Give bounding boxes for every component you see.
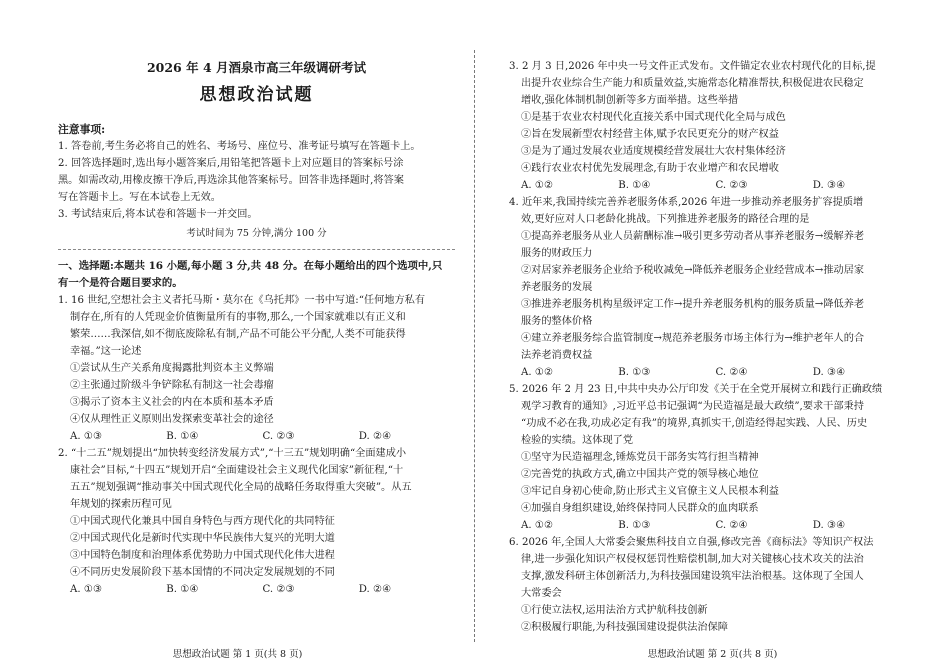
- notes-list: [58, 138, 455, 223]
- q2-choice: ③中国特色制度和治理体系优势助力中国式现代化伟大进程: [70, 550, 335, 561]
- option-a: A. ①②: [521, 520, 554, 531]
- q1-choice: ②主张通过阶级斗争铲除私有制这一社会毒瘤: [70, 380, 274, 391]
- q6-choice: ①行使立法权,运用法治方式护航科技创新: [521, 605, 708, 616]
- option-b: B. ①④: [166, 584, 199, 595]
- page-1-footer: 思想政治试题 第 1 页(共 8 页): [172, 649, 303, 660]
- option-d: D. ③④: [812, 367, 846, 378]
- q3-choice: ③是为了通过发展农业适度规模经营发展壮大农村集体经济: [521, 146, 786, 157]
- question-4: [509, 194, 910, 381]
- section-heading-cont: 有一个是符合题目要求的。: [58, 277, 183, 289]
- q4-choice: ④建立养老服务综合监管制度→规范养老服务市场主体行为→维护老年人的合: [521, 333, 865, 344]
- option-a: A. ①③: [70, 431, 103, 442]
- note-line: 黑。如需改动,用橡皮擦干净后,再选涂其他答案标号。回答非选择题时,将答案: [58, 175, 404, 186]
- question-2: [58, 445, 455, 598]
- option-c: C. ②③: [715, 180, 748, 191]
- question-1: [58, 292, 455, 445]
- time-score: 考试时间为 75 分钟,满分 100 分: [186, 228, 327, 239]
- q1-options: [58, 428, 455, 445]
- note-line: 2. 回答选择题时,选出每小题答案后,用铅笔把答题卡上对应题目的答案标号涂: [58, 158, 404, 169]
- notes-heading: 注意事项:: [58, 123, 106, 136]
- q1-stem: 幸福。”这一论述: [70, 346, 142, 357]
- q2-stem: 康社会”目标,“十四五”规划开启“全面建设社会主义现代化国家”新征程,“十: [70, 465, 404, 476]
- option-d: D. ③④: [812, 520, 846, 531]
- q4-choice: ①提高养老服务从业人员薪酬标准→吸引更多劳动者从事养老服务→缓解养老: [521, 231, 865, 242]
- q1-choice: ④仅从理性正义原则出发探索变革社会的途径: [70, 414, 274, 425]
- q1-stem: 1. 16 世纪,空想社会主义者托马斯・莫尔在《乌托邦》一书中写道:“任何地方私有: [58, 295, 426, 306]
- q4-stem: 效,更好应对人口老龄化挑战。下列推进养老服务的路径合理的是: [521, 214, 810, 225]
- question-6: [509, 534, 910, 636]
- q2-stem: 年规划的探索历程可见: [70, 499, 172, 510]
- option-b: B. ①④: [166, 431, 199, 442]
- q2-choice: ①中国式现代化兼具中国自身特色与西方现代化的共同特征: [70, 516, 335, 527]
- q2-choice: ④不同历史发展阶段下基本国情的不同决定发展规划的不同: [70, 567, 335, 578]
- option-c: C. ②③: [262, 431, 295, 442]
- q4-stem: 4. 近年来,我国持续完善养老服务体系,2026 年进一步推动养老服务扩容提质增: [509, 197, 864, 208]
- option-a: A. ①②: [521, 180, 554, 191]
- section-heading: 一、选择题:本题共 16 小题,每小题 3 分,共 48 分。在每小题给出的四个选项中,只: [58, 260, 443, 272]
- option-c: C. ②④: [715, 367, 748, 378]
- q3-choice: ②旨在发展新型农村经营主体,赋予农民更充分的财产权益: [521, 129, 779, 140]
- q5-choice: ④加强自身组织建设,始终保持同人民群众的血肉联系: [521, 503, 759, 514]
- option-b: B. ①④: [618, 180, 651, 191]
- q3-choice: ①是基于农业农村现代化直接关系中国式现代化全局与成色: [521, 112, 786, 123]
- q3-stem: 3. 2 月 3 日,2026 年中央一号文件正式发布。文件锚定农业农村现代化的目标,提: [509, 61, 876, 72]
- q5-stem: 观学习教育的通知》,习近平总书记强调“为民造福是最大政绩”,要求干部秉持: [521, 401, 864, 412]
- question-3: [509, 58, 910, 194]
- q5-choice: ①坚守为民造福理念,锤炼党员干部务实笃行担当精神: [521, 452, 759, 463]
- option-c: C. ②④: [715, 520, 748, 531]
- q4-choice: 服务的财政压力: [521, 248, 593, 259]
- q2-stem: 2. “十二五”规划提出“加快转变经济发展方式”,“十三五”规划明确“全面建成小: [58, 448, 407, 459]
- option-d: D. ②④: [358, 431, 392, 442]
- option-d: D. ③④: [812, 180, 846, 191]
- note-line: 1. 答卷前,考生务必将自己的姓名、考场号、座位号、准考证号填写在答题卡上。: [58, 141, 421, 152]
- q6-stem: 律,进一步强化知识产权侵权惩罚性赔偿机制,加大对关键核心技术攻关的法治: [521, 554, 864, 565]
- q3-stem: 增收,强化体制机制创新等多方面举措。这些举措: [521, 95, 739, 106]
- q5-stem: “功成不必在我,功成必定有我”的境界,真抓实干,创造经得起实践、人民、历史: [521, 418, 868, 429]
- q3-stem: 出提升农业综合生产能力和质量效益,实施常态化精准帮扶,积极促进农民稳定: [521, 78, 864, 89]
- q1-choice: ①尝试从生产关系角度揭露批判资本主义弊端: [70, 363, 274, 374]
- q1-stem: 制存在,所有的人凭现金价值衡量所有的事物,那么,一个国家就难以有正义和: [70, 312, 406, 323]
- q3-choice: ④践行农业农村优先发展理念,有助于农业增产和农民增收: [521, 163, 779, 174]
- section-separator: [58, 249, 455, 250]
- q3-options: [509, 177, 910, 194]
- note-line: 写在答题卡上。写在本试卷上无效。: [58, 192, 221, 203]
- option-b: B. ①③: [618, 520, 651, 531]
- exam-title: 2026 年 4 月酒泉市高三年级调研考试: [146, 60, 367, 75]
- q4-choice: 法养老消费权益: [521, 350, 593, 361]
- q6-stem: 6. 2026 年,全国人大常委会聚焦科技自立自强,修改完善《商标法》等知识产权法: [509, 537, 874, 548]
- q2-options: [58, 581, 455, 598]
- q6-stem: 支撑,激发科研主体创新活力,为科技强国建设筑牢法治根基。这体现了全国人: [521, 571, 864, 582]
- q2-choice: ②中国式现代化是新时代实现中华民族伟大复兴的光明大道: [70, 533, 335, 544]
- option-a: A. ①②: [521, 367, 554, 378]
- question-5: [509, 381, 910, 534]
- option-a: A. ①③: [70, 584, 103, 595]
- q6-stem: 大常委会: [521, 588, 562, 599]
- option-c: C. ②③: [262, 584, 295, 595]
- option-d: D. ②④: [358, 584, 392, 595]
- q5-stem: 检验的实绩。这体现了党: [521, 435, 634, 446]
- q1-choice: ③揭示了资本主义社会的内在本质和基本矛盾: [70, 397, 274, 408]
- option-b: B. ①③: [618, 367, 651, 378]
- q4-choice: 养老服务的发展: [521, 282, 593, 293]
- note-line: 3. 考试结束后,将本试卷和答题卡一并交回。: [58, 209, 258, 220]
- q4-choice: ③推进养老服务机构星级评定工作→提升养老服务机构的服务质量→降低养老: [521, 299, 865, 310]
- q6-choice: ②积极履行职能,为科技强国建设提供法治保障: [521, 622, 728, 633]
- page-2-footer: 思想政治试题 第 2 页(共 8 页): [647, 649, 778, 660]
- page-2: [475, 0, 950, 672]
- q5-choice: ②完善党的执政方式,确立中国共产党的领导核心地位: [521, 469, 759, 480]
- q5-stem: 5. 2026 年 2 月 23 日,中共中央办公厅印发《关于在全党开展树立和践行正确政绩: [509, 384, 883, 395]
- q4-choice: 服务的整体价格: [521, 316, 593, 327]
- q1-stem: 繁荣……我深信,如不彻底废除私有制,产品不可能公平分配,人类不可能获得: [70, 329, 406, 340]
- q5-options: [509, 517, 910, 534]
- q2-stem: 五五”规划强调“推动事关中国式现代化全局的战略任务取得重大突破”。从五: [70, 482, 412, 493]
- subject-title: 思想政治试题: [199, 85, 314, 105]
- q4-choice: ②对居家养老服务企业给予税收减免→降低养老服务企业经营成本→推动居家: [521, 265, 865, 276]
- q4-options: [509, 364, 910, 381]
- q5-choice: ③牢记自身初心使命,防止形式主义官僚主义人民根本利益: [521, 486, 779, 497]
